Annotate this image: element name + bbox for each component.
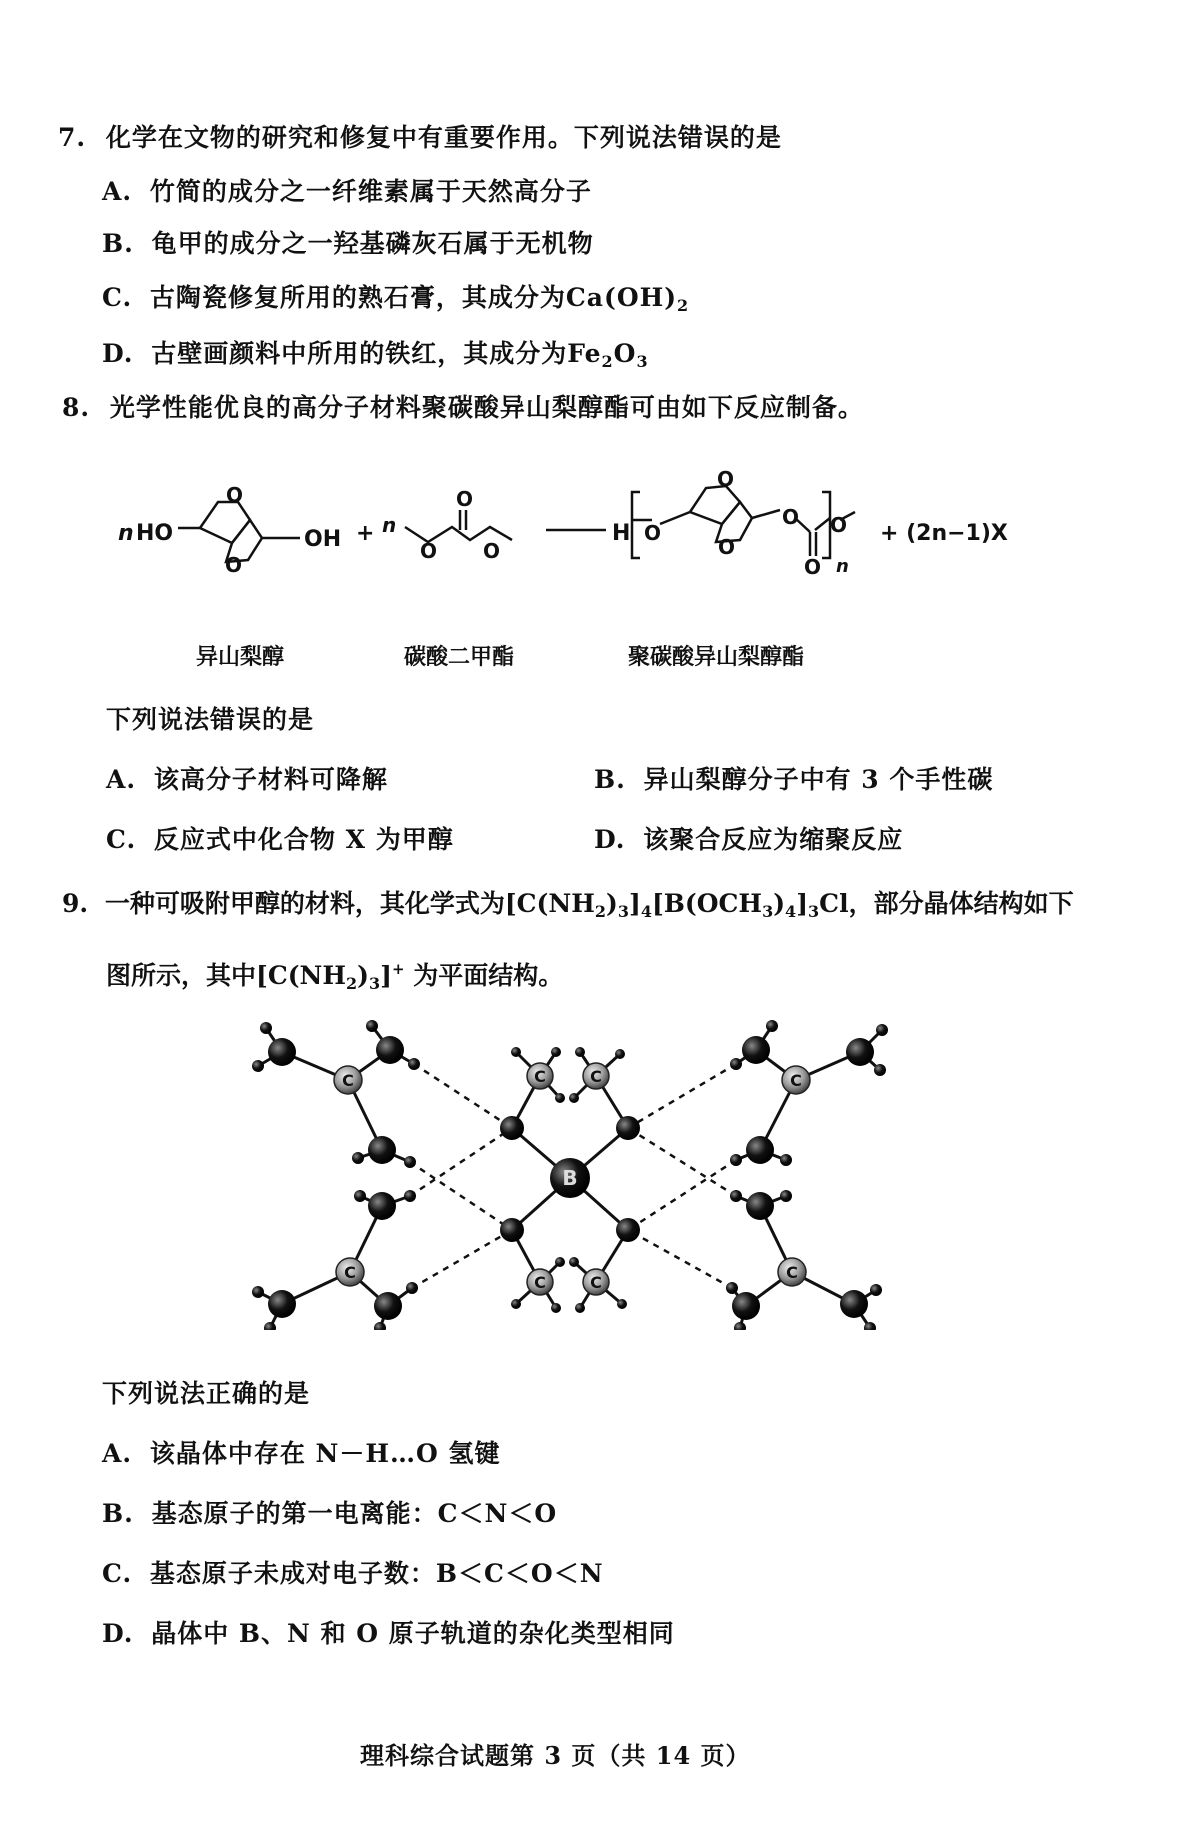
- carbonate-o-top: O: [456, 487, 474, 511]
- q7-option-d-text: 古壁画颜料中所用的铁红，其成分为Fe: [151, 339, 602, 368]
- product-h: H: [612, 521, 631, 546]
- caption-polycarbonate: 聚碳酸异山梨醇酯: [628, 644, 805, 670]
- q9-stem2-sub-b: 3: [369, 974, 381, 993]
- q7-stem-text: 化学在文物的研究和修复中有重要作用。下列说法错误的是: [105, 123, 782, 152]
- product-subscript-n: n: [836, 556, 849, 577]
- q9-option-d-text: 晶体中 B、N 和 O 原子轨道的杂化类型相同: [151, 1619, 675, 1648]
- atom-c-3: C: [534, 1067, 546, 1086]
- caption-dimethyl-carbonate: 碳酸二甲酯: [404, 644, 515, 670]
- q9-stem-a: 一种可吸附甲醇的材料，其化学式为[C(NH: [104, 889, 595, 918]
- q7-option-d-sub1: 2: [601, 352, 614, 371]
- atom-c-4: C: [590, 1067, 602, 1086]
- isosorbide-o-bottom: O: [225, 553, 243, 577]
- q9-option-c-letter: C.: [102, 1559, 133, 1588]
- q7-option-b-text: 龟甲的成分之一羟基磷灰石属于无机物: [151, 229, 594, 258]
- q9-stem-line2: [106, 956, 563, 993]
- q7-option-a: [102, 172, 592, 208]
- atom-c-1: C: [342, 1071, 354, 1090]
- q9-stem-f: ]: [796, 889, 809, 918]
- q9-stem: [62, 884, 1074, 921]
- page-footer: 理科综合试题第 3 页（共 14 页）: [360, 1741, 751, 1770]
- q9-stem-c: ]: [628, 889, 641, 918]
- q8-question: 下列说法错误的是: [106, 705, 315, 734]
- atom-c-8: C: [786, 1263, 798, 1282]
- q9-option-b: [102, 1494, 557, 1530]
- q7-option-a-text: 竹简的成分之一纤维素属于天然高分子: [149, 177, 592, 206]
- carbonate-o-right: O: [483, 539, 501, 563]
- q9-option-d: [102, 1614, 675, 1650]
- q8-option-c-text: 反应式中化合物 X 为甲醇: [153, 825, 454, 854]
- q7-option-c: [102, 278, 689, 315]
- q9-stem2-a: 图所示，其中[C(NH: [106, 961, 347, 990]
- product-o-left: O: [644, 521, 662, 545]
- q8-number: 8.: [62, 393, 91, 422]
- product-o-bottom: O: [718, 535, 736, 559]
- coef-n-1: n: [118, 521, 134, 546]
- atom-c-7: C: [790, 1071, 802, 1090]
- q7-option-d: [102, 334, 649, 371]
- isosorbide-o-top: O: [226, 483, 244, 507]
- q9-option-c-text: 基态原子未成对电子数：B＜C＜O＜N: [149, 1559, 604, 1588]
- q7-option-c-letter: C.: [102, 283, 133, 312]
- q8-option-a-text: 该高分子材料可降解: [153, 765, 388, 794]
- q8-option-d-letter: D.: [594, 825, 626, 854]
- q8-reaction-scheme: [0, 440, 1192, 620]
- atom-b: B: [562, 1166, 578, 1190]
- carbonate-o-left: O: [420, 539, 438, 563]
- q9-stem-d: [B(OCH: [651, 889, 763, 918]
- q8-option-c-letter: C.: [106, 825, 137, 854]
- coef-n-2: n: [382, 513, 397, 537]
- q9-option-b-text: 基态原子的第一电离能：C＜N＜O: [151, 1499, 558, 1528]
- q9-number: 9.: [62, 889, 89, 918]
- q9-option-b-letter: B.: [102, 1499, 134, 1528]
- q9-sub-3: 3: [762, 902, 774, 921]
- product-o-right: O: [830, 513, 848, 537]
- q9-crystal-structure: [0, 1010, 1192, 1330]
- q7-option-d-sub2: 3: [636, 352, 649, 371]
- q9-stem2-b: ): [357, 961, 370, 990]
- q8-option-d-text: 该聚合反应为缩聚反应: [643, 825, 904, 854]
- q7-option-b-letter: B.: [102, 229, 134, 258]
- q9-sub-2: 4: [640, 902, 652, 921]
- q9-sub-4: 4: [785, 902, 797, 921]
- product-o-carbonyl: O: [804, 555, 822, 579]
- q7-option-a-letter: A.: [102, 177, 133, 206]
- isosorbide-ho: HO: [136, 521, 174, 546]
- q9-option-a-letter: A.: [102, 1439, 133, 1468]
- product-o-ester: O: [782, 505, 800, 529]
- q9-option-a-text: 该晶体中存在 N－H…O 氢键: [149, 1439, 501, 1468]
- q7-option-b: [102, 224, 594, 260]
- q7-stem: [58, 118, 782, 154]
- product-o-top: O: [717, 467, 735, 491]
- q9-sub-5: 3: [808, 902, 820, 921]
- atom-c-2: C: [344, 1263, 356, 1282]
- q9-question: 下列说法正确的是: [102, 1379, 311, 1408]
- byproduct-x: + (2n−1)X: [880, 521, 1008, 546]
- q9-stem-b: ): [606, 889, 618, 918]
- q9-stem2-sup: +: [392, 960, 405, 978]
- q7-option-c-text: 古陶瓷修复所用的熟石膏，其成分为Ca(OH): [149, 283, 678, 312]
- plus-sign: +: [356, 521, 375, 546]
- atom-c-5: C: [534, 1273, 546, 1292]
- caption-isosorbide: 异山梨醇: [196, 644, 285, 670]
- q9-stem2-d: 为平面结构。: [404, 961, 564, 990]
- q9-option-c: [102, 1554, 604, 1590]
- q8-option-a-letter: A.: [106, 765, 137, 794]
- q8-option-b-letter: B.: [594, 765, 626, 794]
- isosorbide-oh: OH: [304, 527, 342, 552]
- q9-stem-e: ): [773, 889, 786, 918]
- q9-stem2-sub-a: 2: [346, 974, 358, 993]
- q8-stem: [62, 388, 864, 424]
- q9-option-d-letter: D.: [102, 1619, 134, 1648]
- q9-sub-0: 2: [594, 902, 606, 921]
- q9-sub-1: 3: [617, 902, 629, 921]
- q7-option-d-letter: D.: [102, 339, 134, 368]
- q7-number: 7.: [58, 123, 87, 152]
- q8-option-a: [106, 760, 388, 796]
- q7-option-c-sub: 2: [677, 296, 690, 315]
- q8-option-b-text: 异山梨醇分子中有 3 个手性碳: [643, 765, 994, 794]
- q9-option-a: [102, 1434, 501, 1470]
- atom-c-6: C: [590, 1273, 602, 1292]
- q8-option-c: [106, 820, 454, 856]
- q9-stem2-c: ]: [380, 961, 392, 990]
- q7-option-d-mid: O: [613, 339, 637, 368]
- q8-option-b: [594, 760, 993, 796]
- q8-stem-text: 光学性能优良的高分子材料聚碳酸异山梨醇酯可由如下反应制备。: [109, 393, 864, 422]
- q8-option-d: [594, 820, 903, 856]
- q9-stem-g: Cl，部分晶体结构如下: [819, 889, 1074, 918]
